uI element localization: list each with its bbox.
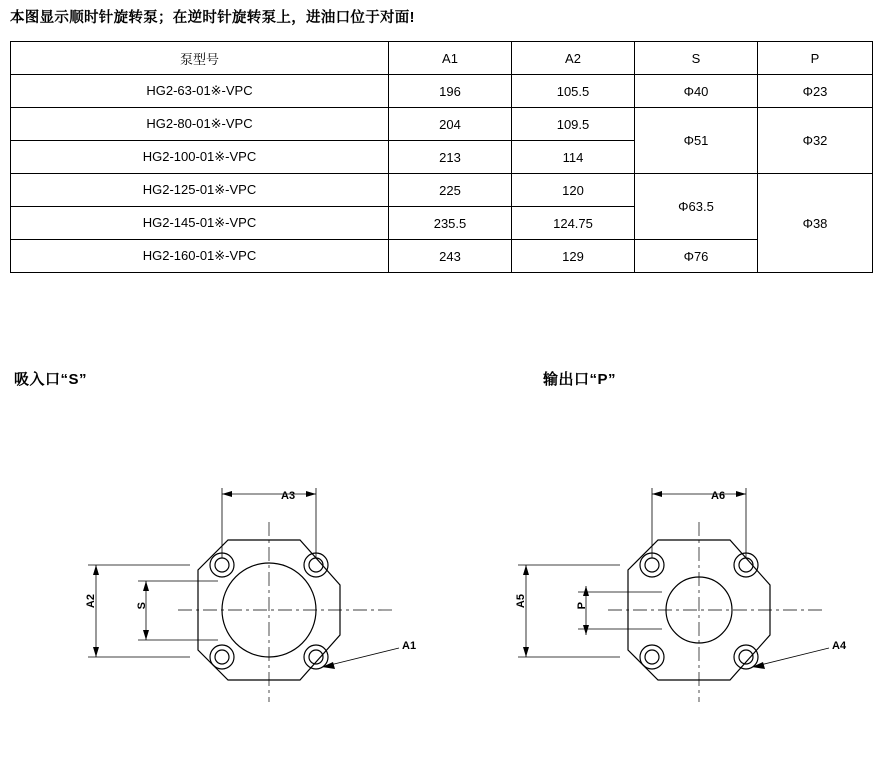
cell-a2: 109.5 bbox=[512, 108, 635, 141]
suction-port-drawing bbox=[0, 470, 440, 755]
section-title-discharge: 输出口“P” bbox=[543, 371, 617, 388]
discharge-port-svg bbox=[440, 470, 877, 755]
spec-table bbox=[10, 41, 873, 273]
cell-a2: 124.75 bbox=[512, 207, 635, 240]
callout-a1 bbox=[322, 648, 399, 669]
column-header-s: S bbox=[635, 42, 758, 75]
dim-label-a4: A4 bbox=[832, 640, 847, 652]
cell-model: HG2-100-01※-VPC bbox=[11, 141, 389, 174]
dim-a5 bbox=[518, 565, 620, 657]
column-header-model: 泵型号 bbox=[11, 42, 389, 75]
column-header-a1: A1 bbox=[389, 42, 512, 75]
discharge-port-drawing bbox=[440, 470, 877, 755]
table-row bbox=[11, 174, 873, 207]
cell-p: Φ32 bbox=[758, 108, 873, 174]
cell-s: Φ51 bbox=[635, 108, 758, 174]
cell-s: Φ63.5 bbox=[635, 174, 758, 240]
cell-a2: 129 bbox=[512, 240, 635, 273]
dim-label-a2: A2 bbox=[85, 594, 97, 609]
cell-a1: 235.5 bbox=[389, 207, 512, 240]
dim-label-a1: A1 bbox=[402, 640, 417, 652]
cell-a1: 213 bbox=[389, 141, 512, 174]
callout-a4 bbox=[752, 648, 829, 669]
cell-a1: 243 bbox=[389, 240, 512, 273]
dim-label-s: S bbox=[136, 602, 148, 610]
column-header-p: P bbox=[758, 42, 873, 75]
dim-label-a5: A5 bbox=[515, 594, 527, 609]
dim-p bbox=[578, 586, 662, 635]
cell-a1: 225 bbox=[389, 174, 512, 207]
table-row bbox=[11, 240, 873, 273]
cell-a1: 196 bbox=[389, 75, 512, 108]
cell-a2: 105.5 bbox=[512, 75, 635, 108]
column-header-a2: A2 bbox=[512, 42, 635, 75]
suction-port-svg bbox=[0, 470, 440, 755]
cell-p: Φ38 bbox=[758, 174, 873, 273]
cell-p: Φ23 bbox=[758, 75, 873, 108]
cell-a2: 114 bbox=[512, 141, 635, 174]
dim-label-p: P bbox=[576, 602, 588, 610]
cell-model: HG2-125-01※-VPC bbox=[11, 174, 389, 207]
dim-label-a6: A6 bbox=[711, 490, 726, 502]
section-title-suction: 吸入口“S” bbox=[14, 371, 88, 388]
dim-a2 bbox=[88, 565, 190, 657]
dim-s bbox=[138, 581, 218, 640]
centerlines bbox=[178, 522, 395, 702]
centerlines bbox=[608, 522, 825, 702]
cell-model: HG2-160-01※-VPC bbox=[11, 240, 389, 273]
note-text: 本图显示顺时针旋转泵；在逆时针旋转泵上，进油口位于对面! bbox=[10, 10, 415, 26]
cell-model: HG2-80-01※-VPC bbox=[11, 108, 389, 141]
cell-s: Φ76 bbox=[635, 240, 758, 273]
dim-label-a3: A3 bbox=[281, 490, 296, 502]
cell-model: HG2-145-01※-VPC bbox=[11, 207, 389, 240]
cell-a1: 204 bbox=[389, 108, 512, 141]
table-row bbox=[11, 108, 873, 141]
cell-a2: 120 bbox=[512, 174, 635, 207]
cell-model: HG2-63-01※-VPC bbox=[11, 75, 389, 108]
cell-s: Φ40 bbox=[635, 75, 758, 108]
table-row bbox=[11, 75, 873, 108]
table-header-row bbox=[11, 42, 873, 75]
